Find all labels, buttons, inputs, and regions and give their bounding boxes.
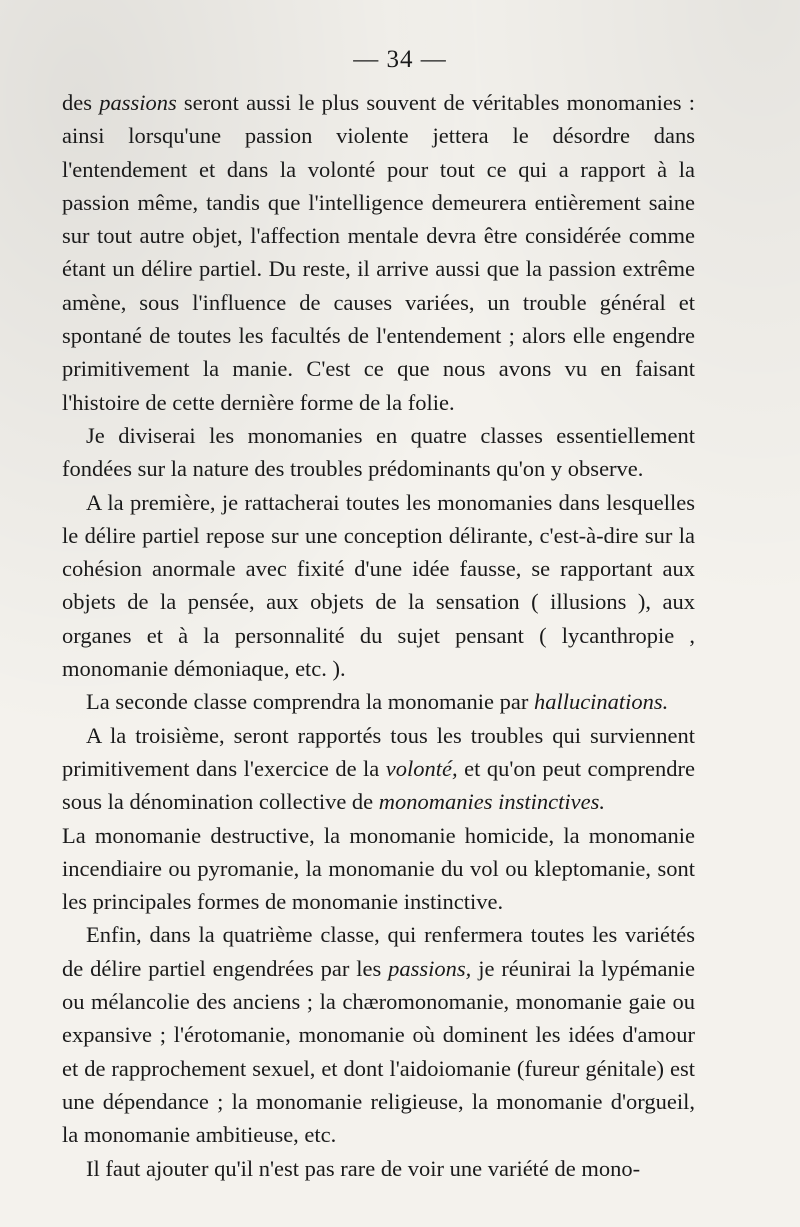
body-text	[62, 86, 695, 1185]
paragraph: La monomanie destructive, la monomanie homicide, la monomanie incendiaire ou pyromanie, la monomanie du vol ou kleptomanie, sont les principales formes de monomanie instinctive.	[62, 822, 695, 915]
paragraph: La seconde classe comprendra la monomanie par hallucinations.	[86, 689, 669, 715]
paragraph: Enfin, dans la quatrième classe, qui renfermera toutes les variétés de délire partiel engendrées par les passions, je réunirai la lypémanie ou mélancolie des anciens ; la chæromonomanie, monomanie gaie ou expansive ; l'érotomanie, monomanie où dominent les idées d'amour et de rapprochement sexuel, et dont l'aidoiomanie (fureur génitale) est une dépendance ; la monomanie religieuse, la monomanie d'orgueil, la monomanie ambitieuse, etc.	[62, 922, 695, 1148]
paragraph: A la troisième, seront rapportés tous les troubles qui surviennent primitivement dans l'exercice de la volonté, et qu'on peut comprendre sous la dénomination collective de monomanies instinctives.	[62, 722, 695, 815]
paragraph: A la première, je rattacherai toutes les monomanies dans lesquelles le délire partiel repose sur une conception délirante, c'est-à-dire sur la cohésion anormale avec fixité d'une idée fausse, se rapportant aux objets de la pensée, aux objets de la sensation ( illusions ), aux organes et à la personnalité du sujet pensant ( lycanthropie , monomanie démoniaque, etc. ).	[62, 489, 695, 682]
paragraph: Je diviserai les monomanies en quatre classes essentiellement fondées sur la nature des troubles prédominants qu'on y observe.	[62, 422, 695, 482]
paragraph: Il faut ajouter qu'il n'est pas rare de voir une variété de mono-	[86, 1155, 641, 1181]
page-number: — 34 —	[353, 46, 447, 73]
paragraph: des passions seront aussi le plus souvent de véritables monomanies : ainsi lorsqu'une passion violente jettera le désordre dans l'entendement et dans la volonté pour tout ce qui a rapport à la passion même, tandis que l'intelligence demeurera entièrement saine sur tout autre objet, l'affection mentale devra être considérée comme étant un délire partiel. Du reste, il arrive aussi que la passion extrême amène, sous l'influence de causes variées, un trouble général et spontané de toutes les facultés de l'entendement ; alors elle engendre primitivement la manie. C'est ce que nous avons vu en faisant l'histoire de cette dernière forme de la folie.	[62, 90, 695, 415]
